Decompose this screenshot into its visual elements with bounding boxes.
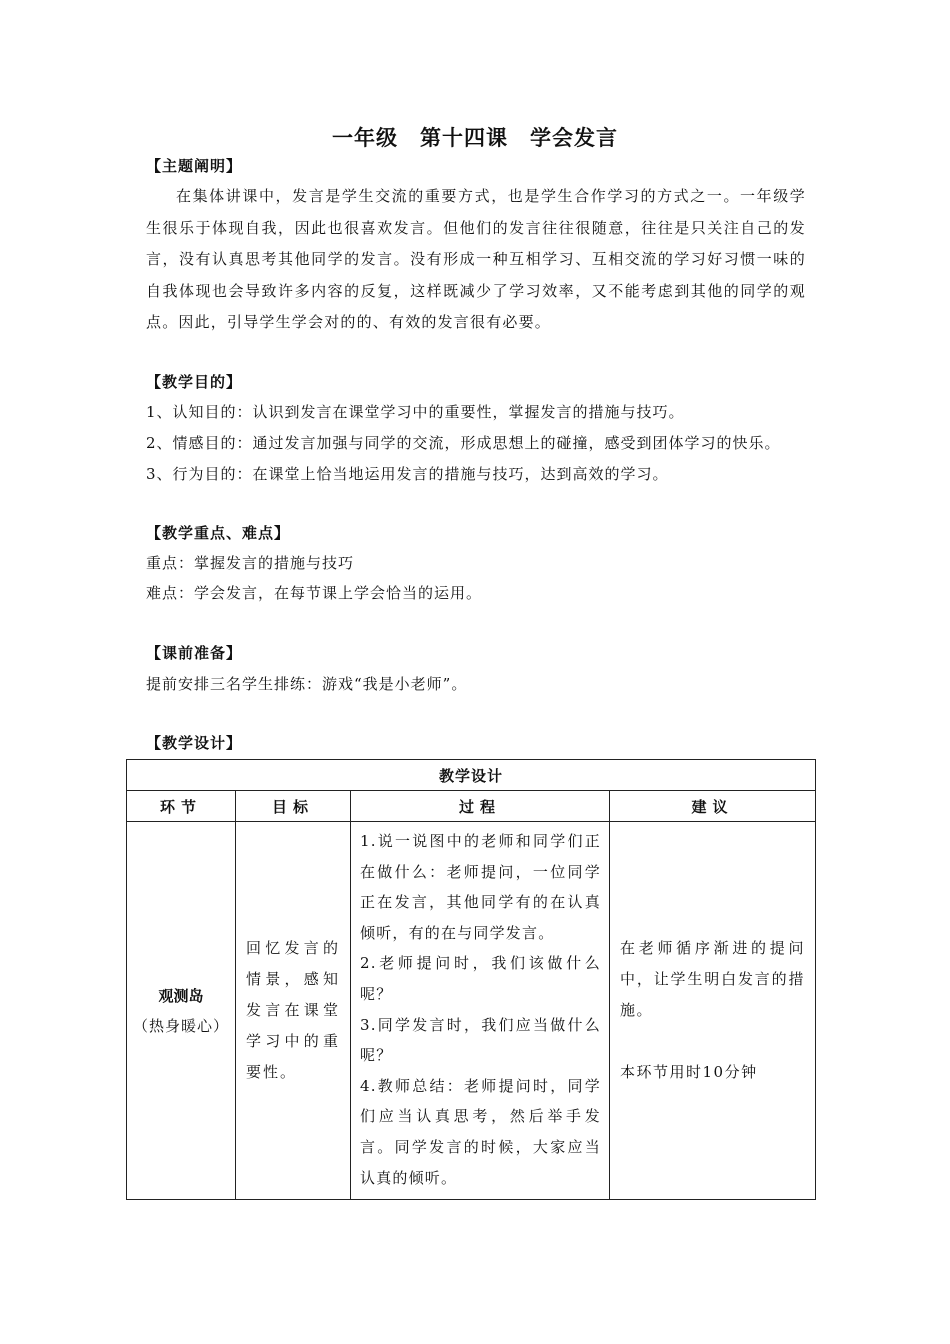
advice-cell [610, 822, 816, 1200]
teaching-design-table [126, 759, 816, 1200]
table-row [127, 822, 816, 1200]
theme-paragraph: 在集体讲课中，发言是学生交流的重要方式，也是学生合作学习的方式之一。一年级学生很乐于体现自我，因此也很喜欢发言。但他们的发言往往很随意，往往是只关注自己的发言，没有认真思考其他同学的发言。没有形成一种互相学习、互相交流的学习好习惯一味的自我体现也会导致许多内容的反复，这样既减少了学习效率，又不能考虑到其他的同学的观点。因此，引导学生学会对的的、有效的发言很有必要。 [146, 187, 806, 332]
page-title: 一年级 第十四课 学会发言 [332, 125, 618, 150]
column-header-advice: 建议 [610, 791, 816, 822]
column-header-goal: 目标 [236, 791, 351, 822]
objectives-heading: 【教学目的】 [146, 373, 243, 391]
preparation-heading: 【课前准备】 [146, 644, 243, 662]
objective-item-emotional: 2、情感目的：通过发言加强与同学的交流，形成思想上的碰撞，感受到团体学习的快乐。 [146, 434, 781, 452]
design-heading: 【教学设计】 [146, 734, 243, 752]
stage-name: 观测岛 [158, 986, 204, 1005]
stage-note: （热身暖心） [132, 1016, 229, 1035]
table-header-row [127, 791, 816, 822]
theme-heading: 【主题阐明】 [146, 157, 243, 175]
key-points-heading: 【教学重点、难点】 [146, 524, 291, 542]
objective-item-behavioral: 3、行为目的：在课堂上恰当地运用发言的措施与技巧，达到高效的学习。 [146, 465, 669, 483]
objective-item-cognitive: 1、认知目的：认识到发言在课堂学习中的重要性，掌握发言的措施与技巧。 [146, 403, 685, 421]
process-step: 3.同学发言时，我们应当做什么呢？ [360, 1015, 601, 1065]
process-step: 1.说一说图中的老师和同学们正在做什么：老师提问，一位同学正在发言，其他同学有的在认真倾听，有的在与同学发言。 [360, 832, 601, 942]
process-step: 4.教师总结：老师提问时，同学们应当认真思考，然后举手发言。同学发言的时候，大家应当认真的倾听。 [360, 1076, 601, 1187]
advice-text: 在老师循序渐进的提问中，让学生明白发言的措施。 [620, 939, 806, 1020]
key-point: 重点：掌握发言的措施与技巧 [146, 554, 355, 572]
stage-cell [127, 822, 236, 1200]
process-cell [351, 822, 610, 1200]
table-caption: 教学设计 [127, 760, 816, 791]
goal-cell: 回忆发言的情景，感知发言在课堂学习中的重要性。 [236, 822, 351, 1200]
difficult-point: 难点：学会发言，在每节课上学会恰当的运用。 [146, 584, 483, 602]
column-header-stage: 环节 [127, 791, 236, 822]
table-caption-row [127, 760, 816, 791]
preparation-text: 提前安排三名学生排练：游戏“我是小老师”。 [146, 675, 468, 693]
time-note: 本环节用时10分钟 [620, 1063, 758, 1082]
process-step: 2.老师提问时，我们该做什么呢？ [360, 954, 601, 1003]
column-header-process: 过程 [351, 791, 610, 822]
